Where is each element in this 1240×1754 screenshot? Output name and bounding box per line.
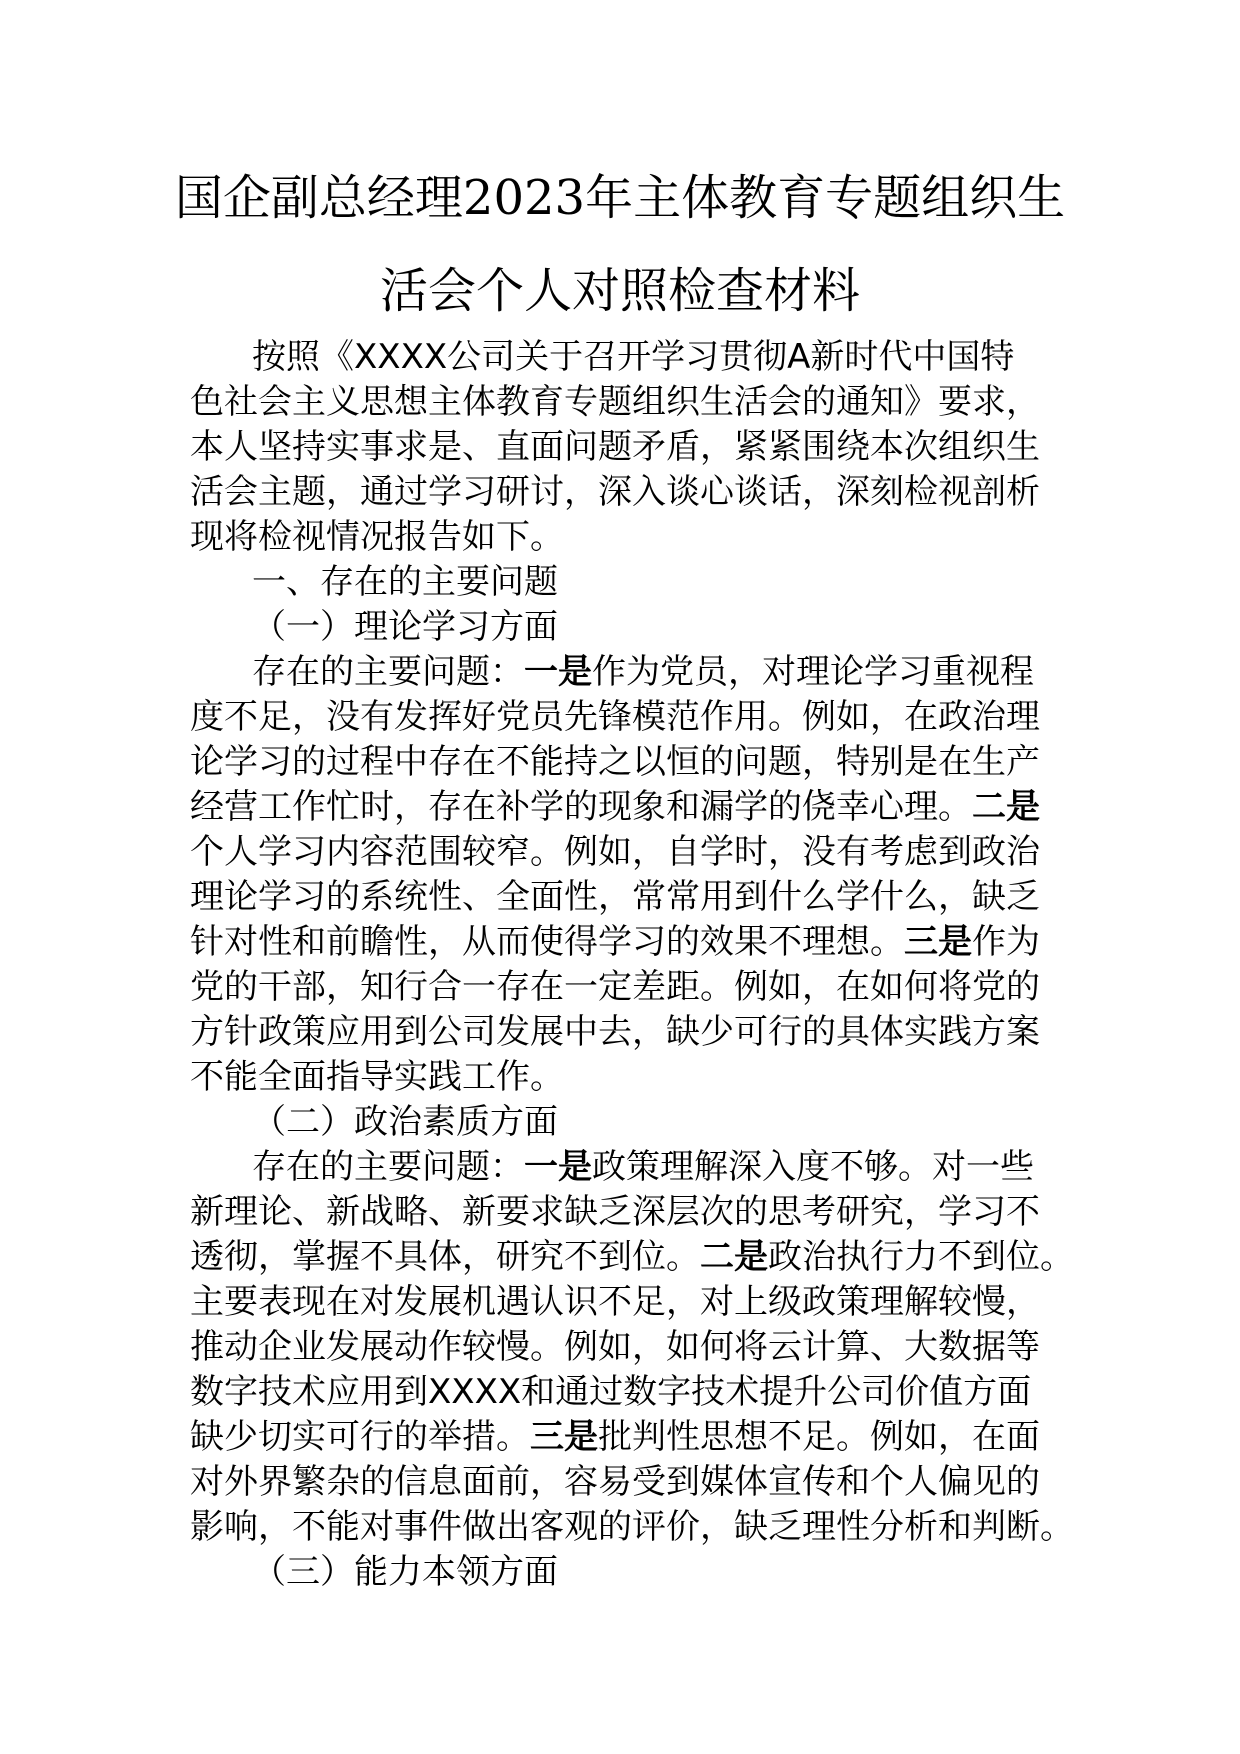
sub3-heading: （三）能力本领方面 bbox=[252, 1552, 558, 1592]
bold-marker: 二是 bbox=[972, 787, 1040, 827]
sub1-paragraph bbox=[190, 650, 1054, 1100]
sub1-line bbox=[190, 740, 1054, 785]
bold-marker: 一是 bbox=[524, 1147, 592, 1187]
sub2-line bbox=[190, 1235, 1074, 1280]
bold-marker: 三是 bbox=[530, 1417, 598, 1457]
sub1-line bbox=[190, 650, 1054, 695]
line-text: 党的干部，知行合一存在一定差距。例如，在如何将党的 bbox=[190, 967, 1040, 1007]
sub1-line bbox=[190, 785, 1054, 830]
section1-heading: 一、存在的主要问题 bbox=[252, 562, 558, 602]
line-text: 主要表现在对发展机遇认识不足，对上级政策理解较慢， bbox=[190, 1282, 1040, 1322]
sub2-line bbox=[190, 1415, 1054, 1460]
intro-line: 现将检视情况报告如下。 bbox=[190, 517, 564, 557]
sub1-line bbox=[190, 875, 1054, 920]
document-title-line2: 活会个人对照检查材料 bbox=[379, 263, 860, 319]
line-text: 政治执行力不到位。 bbox=[768, 1237, 1074, 1277]
intro-line: 活会主题，通过学习研讨，深入谈心谈话，深刻检视剖析 bbox=[190, 472, 1040, 512]
sub2-line bbox=[190, 1145, 1054, 1190]
sub1-line bbox=[190, 830, 1054, 875]
bold-marker: 二是 bbox=[700, 1237, 768, 1277]
line-text: 度不足，没有发挥好党员先锋模范作用。例如，在政治理 bbox=[190, 697, 1040, 737]
sub1-line bbox=[190, 1010, 1054, 1055]
line-text: 论学习的过程中存在不能持之以恒的问题，特别是在生产 bbox=[190, 742, 1040, 782]
document-title-line1: 国企副总经理2023年主体教育专题组织生 bbox=[174, 170, 1066, 226]
line-text: 理论学习的系统性、全面性，常常用到什么学什么，缺乏 bbox=[190, 877, 1040, 917]
sub2-line bbox=[190, 1460, 1054, 1505]
line-text: 批判性思想不足。例如，在面 bbox=[598, 1417, 1040, 1457]
line-text: 政策理解深入度不够。对一些 bbox=[592, 1147, 1034, 1187]
document-body bbox=[190, 335, 1074, 1595]
line-text: 缺少切实可行的举措。 bbox=[190, 1417, 530, 1457]
intro-paragraph bbox=[190, 335, 1054, 560]
sub1-line bbox=[190, 920, 1054, 965]
intro-line: 按照《XXXX公司关于召开学习贯彻A新时代中国特 bbox=[252, 337, 1015, 377]
line-text: 新理论、新战略、新要求缺乏深层次的思考研究，学习不 bbox=[190, 1192, 1040, 1232]
line-text: 作为党员，对理论学习重视程 bbox=[592, 652, 1034, 692]
sub2-line bbox=[190, 1505, 1074, 1550]
line-text: 经营工作忙时，存在补学的现象和漏学的侥幸心理。 bbox=[190, 787, 972, 827]
sub2-heading: （二）政治素质方面 bbox=[252, 1102, 558, 1142]
line-text: 对外界繁杂的信息面前，容易受到媒体宣传和个人偏见的 bbox=[190, 1462, 1040, 1502]
sub2-paragraph bbox=[190, 1145, 1074, 1550]
line-text: 存在的主要问题： bbox=[252, 1147, 524, 1187]
sub2-line bbox=[190, 1280, 1054, 1325]
sub1-line bbox=[190, 1055, 1054, 1100]
line-text: 数字技术应用到XXXX和通过数字技术提升公司价值方面 bbox=[190, 1372, 1032, 1412]
intro-line: 色社会主义思想主体教育专题组织生活会的通知》要求， bbox=[190, 382, 1040, 422]
line-text: 个人学习内容范围较窄。例如，自学时，没有考虑到政治 bbox=[190, 832, 1040, 872]
sub1-line bbox=[190, 695, 1054, 740]
sub1-heading: （一）理论学习方面 bbox=[252, 607, 558, 647]
bold-marker: 一是 bbox=[524, 652, 592, 692]
sub1-line bbox=[190, 965, 1054, 1010]
sub2-line bbox=[190, 1190, 1054, 1235]
intro-line: 本人坚持实事求是、直面问题矛盾，紧紧围绕本次组织生 bbox=[190, 427, 1040, 467]
line-text: 作为 bbox=[972, 922, 1040, 962]
line-text: 存在的主要问题： bbox=[252, 652, 524, 692]
line-text: 针对性和前瞻性，从而使得学习的效果不理想。 bbox=[190, 922, 904, 962]
line-text: 影响，不能对事件做出客观的评价，缺乏理性分析和判断。 bbox=[190, 1507, 1074, 1547]
bold-marker: 三是 bbox=[904, 922, 972, 962]
line-text: 不能全面指导实践工作。 bbox=[190, 1057, 564, 1097]
sub2-line bbox=[190, 1325, 1054, 1370]
sub2-line bbox=[190, 1370, 1054, 1415]
line-text: 方针政策应用到公司发展中去，缺少可行的具体实践方案 bbox=[190, 1012, 1040, 1052]
line-text: 推动企业发展动作较慢。例如，如何将云计算、大数据等 bbox=[190, 1327, 1040, 1367]
line-text: 透彻，掌握不具体，研究不到位。 bbox=[190, 1237, 700, 1277]
